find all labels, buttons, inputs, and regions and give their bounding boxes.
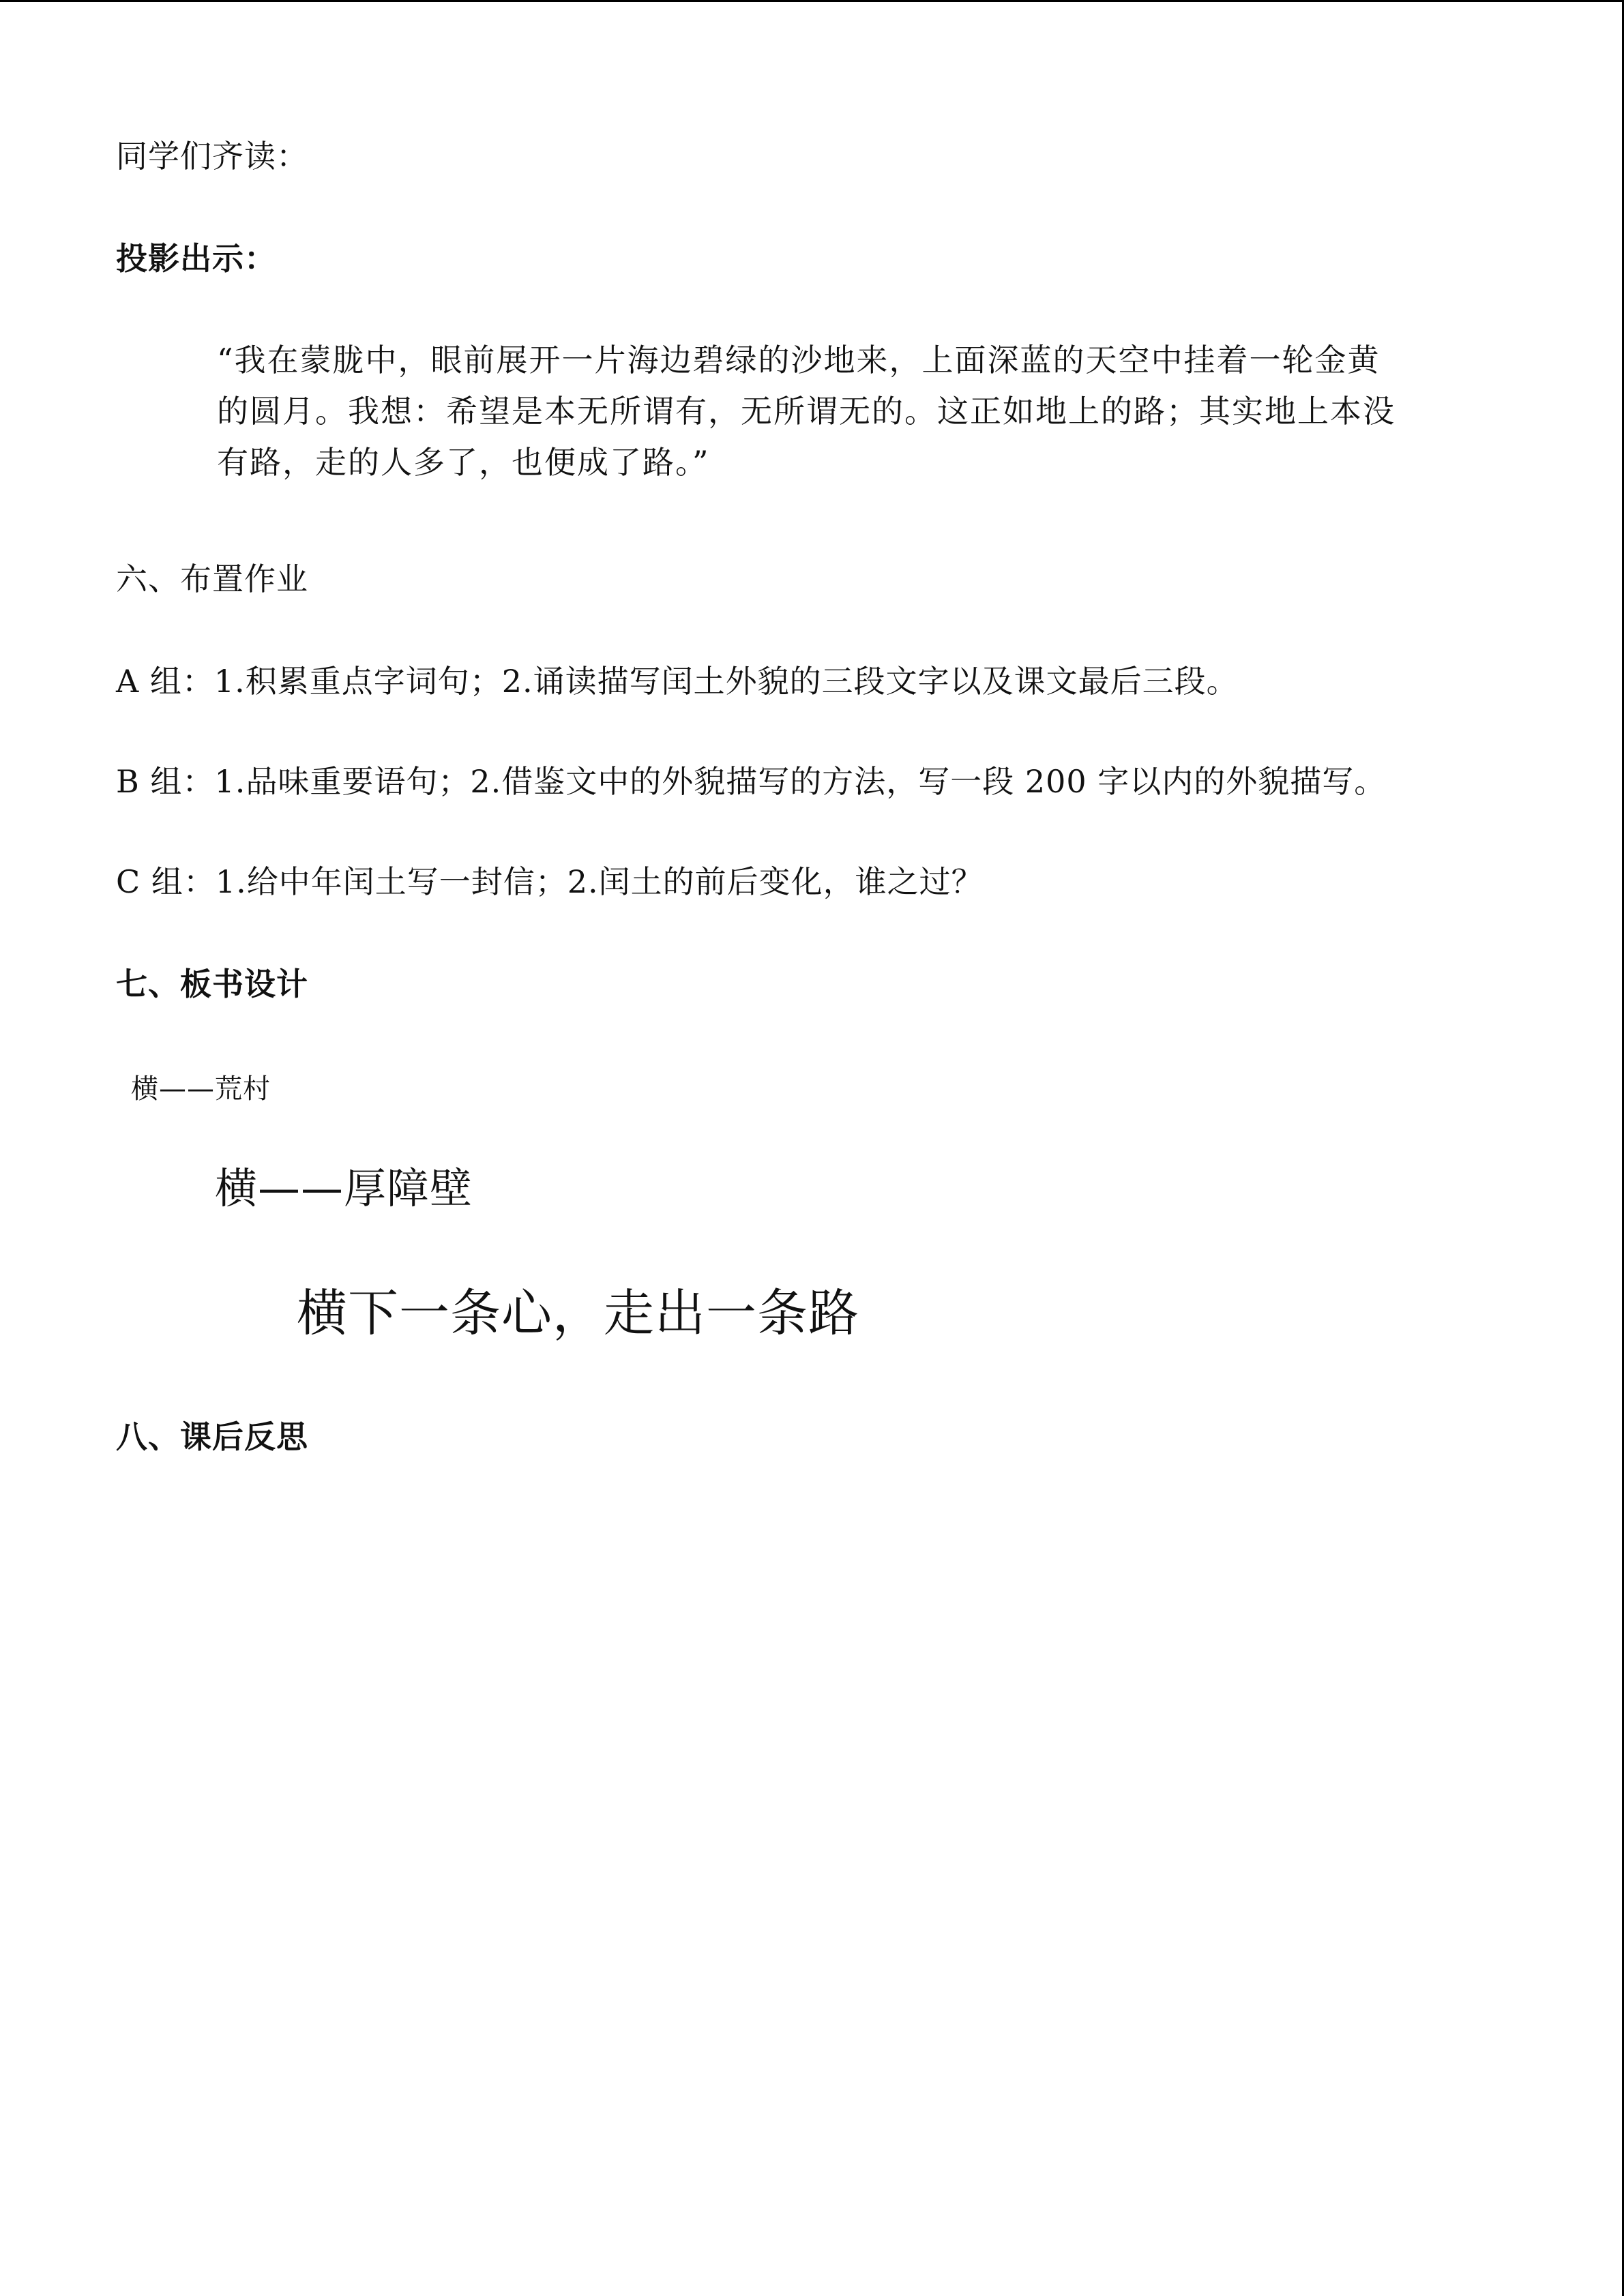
quote-paragraph: “我在蒙胧中，眼前展开一片海边碧绿的沙地来，上面深蓝的天空中挂着一轮金黄的圆月。我想：希望是本无所谓有，无所谓无的。这正如地上的路；其实地上本没有路，走的人多了，也便成了路。” xyxy=(217,342,1396,481)
intro-text: 同学们齐读： xyxy=(116,138,308,175)
homework-group-c: C 组：1.给中年闰土写一封信；2.闰土的前后变化，谁之过？ xyxy=(116,863,984,900)
projection-heading: 投影出示： xyxy=(116,240,276,277)
board-design-heading: 七、板书设计 xyxy=(116,966,308,1002)
homework-heading: 六、布置作业 xyxy=(116,561,308,597)
board-line-2: 横——厚障壁 xyxy=(215,1163,473,1213)
board-line-1: 横——荒村 xyxy=(131,1073,271,1105)
homework-group-a: A 组：1.积累重点字词句；2.诵读描写闰土外貌的三段文字以及课文最后三段。 xyxy=(116,663,1239,700)
board-line-3: 横下一条心，走出一条路 xyxy=(297,1284,859,1343)
homework-group-b: B 组：1.品味重要语句；2.借鉴文中的外貌描写的方法，写一段 200 字以内的外貌描写。 xyxy=(116,763,1387,800)
reflection-heading: 八、课后反思 xyxy=(116,1418,308,1455)
